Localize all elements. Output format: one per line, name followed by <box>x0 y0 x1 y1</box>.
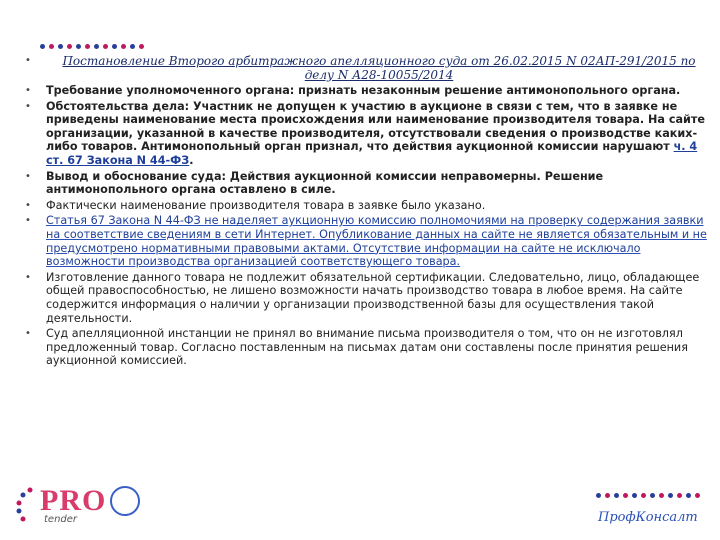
decorative-dot-icon <box>641 493 646 498</box>
bullet-icon: • <box>25 199 31 211</box>
logo-tender-text: tender <box>44 514 78 525</box>
appeal-text: Суд апелляционной инстанции не принял во внимание письма производителя о том, что он не изготовлял предложенный товар. Согласно поставленным на письмах датам они составлены после принятия решения аукционной комиссией. <box>46 327 688 368</box>
claim-text: Требование уполномоченного органа: признать незаконным решение антимонопольного органа. <box>46 84 681 97</box>
decorative-dot-icon <box>103 44 108 49</box>
logo-dots-icon <box>14 486 38 526</box>
list-item <box>22 327 712 368</box>
brand-name: ПрофКонсалт <box>598 510 698 525</box>
decorative-dots-bottom <box>596 493 700 498</box>
decorative-dot-icon <box>659 493 664 498</box>
decorative-dot-icon <box>76 44 81 49</box>
list-item <box>22 54 712 82</box>
list-item <box>22 199 712 213</box>
logo-ring-icon <box>110 486 140 516</box>
decorative-dot-icon <box>49 44 54 49</box>
bullet-icon: • <box>25 85 31 96</box>
decorative-dot-icon <box>695 493 700 498</box>
decorative-dot-icon <box>623 493 628 498</box>
circumstances-text: Обстоятельства дела: Участник не допущен к участию в аукционе в связи с тем, что в заявке не приведены наименование места происхождения или наименование производителя товара. На сайте организации, указанной в качестве производителя, отсутствовали сведения о производстве каких-либо товаров. Антимонопольный орган признал, что действия аукционной комиссии нарушают <box>46 99 705 154</box>
bullet-icon: • <box>25 55 31 66</box>
list-item <box>22 170 712 197</box>
decorative-dot-icon <box>58 44 63 49</box>
list-item <box>22 271 712 325</box>
bullet-icon: • <box>25 271 31 283</box>
bullet-icon: • <box>25 215 31 227</box>
decorative-dots-top <box>40 44 144 49</box>
decorative-dot-icon <box>668 493 673 498</box>
decorative-dot-icon <box>632 493 637 498</box>
decorative-dot-icon <box>677 493 682 498</box>
law-article-link[interactable]: ч. 4 ст. 67 Закона N 44-ФЗ <box>46 140 698 167</box>
court-conclusion-text: Вывод и обоснование суда: Действия аукционной комиссии неправомерны. Решение антимонопольного органа оставлено в силе. <box>46 169 604 197</box>
case-bullet-list <box>22 54 712 370</box>
fact-text: Фактически наименование производителя товара в заявке было указано. <box>46 198 486 212</box>
decorative-dot-icon <box>130 44 135 49</box>
case-title-link[interactable]: Постановление Второго арбитражного апелляционного суда от 26.02.2015 N 02АП-291/2015 по делу N А28-10055/2014 <box>62 54 696 82</box>
article-67-highlight: Статья 67 Закона N 44-ФЗ не наделяет аукционную комиссию полномочиями на проверку содержания заявки на соответствие сведениям в сети Интернет. Опубликование данных на сайте не является обязательным и не предусмотрено нормативными правовыми актами. Отсутствие информации на сайте не исключало возможности производства организацией соответствующего товара. <box>46 214 707 269</box>
decorative-dot-icon <box>67 44 72 49</box>
decorative-dot-icon <box>40 44 45 49</box>
list-item <box>22 100 712 168</box>
decorative-dot-icon <box>112 44 117 49</box>
decorative-dot-icon <box>139 44 144 49</box>
pro-tender-logo <box>14 478 134 528</box>
bullet-icon: • <box>25 328 31 340</box>
decorative-dot-icon <box>650 493 655 498</box>
decorative-dot-icon <box>605 493 610 498</box>
certification-text: Изготовление данного товара не подлежит обязательной сертификации. Следовательно, лицо, обладающее общей правоспособностью, не лишено возможности начать производство товара в любое время. На сайте содержится информация о наличии у организации производственной базы для осуществления такой деятельности. <box>46 270 700 325</box>
list-item <box>22 214 712 268</box>
decorative-dot-icon <box>596 493 601 498</box>
decorative-dot-icon <box>121 44 126 49</box>
decorative-dot-icon <box>94 44 99 49</box>
decorative-dot-icon <box>85 44 90 49</box>
logo-pro-text: PRO <box>40 484 107 517</box>
decorative-dot-icon <box>614 493 619 498</box>
decorative-dot-icon <box>686 493 691 498</box>
bullet-icon: • <box>25 100 31 112</box>
bullet-icon: • <box>25 170 31 182</box>
list-item <box>22 84 712 98</box>
circumstances-end: . <box>189 153 194 167</box>
